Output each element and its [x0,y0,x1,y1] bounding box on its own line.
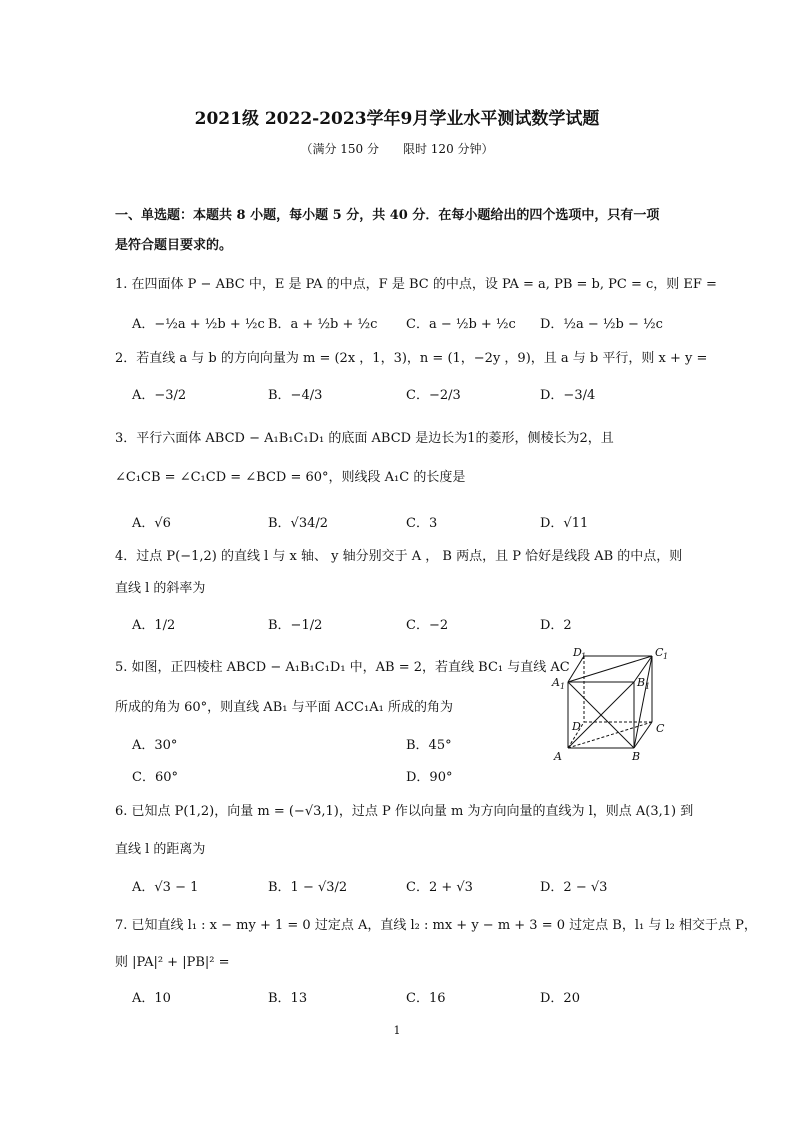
label-a1-sub: 1 [560,682,566,691]
question-3-text-cont: ∠C₁CB = ∠C₁CD = ∠BCD = 60°，则线段 A₁C 的长度是 [115,470,466,485]
label-a: A [554,750,562,763]
question-1-text: 1. 在四面体 P − ABC 中，E 是 PA 的中点，F 是 BC 的中点，设 PA = a, PB = b, PC = c，则 EF = [115,277,717,292]
section-heading-cont: 是符合题目要求的。 [115,238,233,253]
question-6-text-cont: 直线 l 的距离为 [115,842,206,857]
prism-figure [548,644,680,766]
question-7-option-c: C．16 [406,991,446,1006]
label-a1: A [552,676,560,689]
question-4-option-a: A．1/2 [132,618,176,633]
section-heading: 一、单选题：本题共 8 小题，每小题 5 分，共 40 分．在每小题给出的四个选项中，只有一项 [115,208,660,223]
question-2-option-c: C．−2/3 [406,388,461,403]
label-c: C [656,722,665,735]
question-6-option-c: C．2 + √3 [406,880,473,895]
question-4-text-cont: 直线 l 的斜率为 [115,581,206,596]
page-number: 1 [393,1024,401,1037]
question-4-option-c: C．−2 [406,618,449,633]
question-5-option-b: B．45° [406,738,452,753]
label-c1-sub: 1 [663,652,669,661]
label-b1: B [637,676,646,689]
label-d1: D [573,646,582,659]
question-1-option-d: D．½a − ½b − ½c [540,317,663,332]
question-7-option-a: A．10 [132,991,171,1006]
question-5-text: 5. 如图，正四棱柱 ABCD − A₁B₁C₁D₁ 中，AB = 2，若直线 BC₁ 与直线 AC [115,660,570,675]
question-5-option-c: C．60° [132,770,178,785]
question-4-text: 4．过点 P(−1,2) 的直线 l 与 x 轴、 y 轴分别交于 A ， B 两点，且 P 恰好是线段 AB 的中点，则 [115,549,683,564]
question-6-text: 6. 已知点 P(1,2)，向量 m = (−√3,1)，过点 P 作以向量 m 为方向向量的直线为 l，则点 A(3,1) 到 [115,804,694,819]
question-2-option-a: A．−3/2 [132,388,187,403]
question-6-option-a: A．√3 − 1 [132,880,199,895]
question-5-text-cont: 所成的角为 60°，则直线 AB₁ 与平面 ACC₁A₁ 所成的角为 [115,700,453,715]
question-3-option-d: D．√11 [540,516,589,531]
question-2-text: 2．若直线 a 与 b 的方向向量为 m = (2x ，1，3)，n = (1，−2y ，9)，且 a 与 b 平行，则 x + y = [115,351,708,366]
question-2-option-b: B．−4/3 [268,388,323,403]
question-3-text: 3．平行六面体 ABCD − A₁B₁C₁D₁ 的底面 ABCD 是边长为1的菱形，侧棱长为2，且 [115,431,614,446]
question-7-option-d: D．20 [540,991,580,1006]
question-6-option-d: D．2 − √3 [540,880,608,895]
question-4-option-b: B．−1/2 [268,618,323,633]
question-7-text-cont: 则 |PA|² + |PB|² = [115,955,230,970]
question-3-option-a: A．√6 [132,516,171,531]
label-d: D [572,720,581,733]
question-7-option-b: B．13 [268,991,308,1006]
question-3-option-c: C．3 [406,516,438,531]
question-1-option-c: C．a − ½b + ½c [406,317,516,332]
label-b1-sub: 1 [645,682,651,691]
question-1-option-a: A．−½a + ½b + ½c [132,317,265,332]
page-subtitle: （满分 150 分 限时 120 分钟） [300,142,494,156]
question-3-option-b: B．√34/2 [268,516,329,531]
question-7-text: 7. 已知直线 l₁ : x − my + 1 = 0 过定点 A，直线 l₂ : mx + y − m + 3 = 0 过定点 B，l₁ 与 l₂ 相交于点 P， [115,918,757,933]
label-c1: C [655,646,664,659]
label-d1-sub: 1 [581,652,587,661]
question-6-option-b: B．1 − √3/2 [268,880,348,895]
label-b: B [632,750,641,763]
question-1-option-b: B．a + ½b + ½c [268,317,378,332]
page-title: 2021级 2022-2023学年9月学业水平测试数学试题 [194,109,600,129]
question-2-option-d: D．−3/4 [540,388,596,403]
question-5-option-a: A．30° [132,738,178,753]
question-5-option-d: D．90° [406,770,453,785]
question-4-option-d: D．2 [540,618,572,633]
